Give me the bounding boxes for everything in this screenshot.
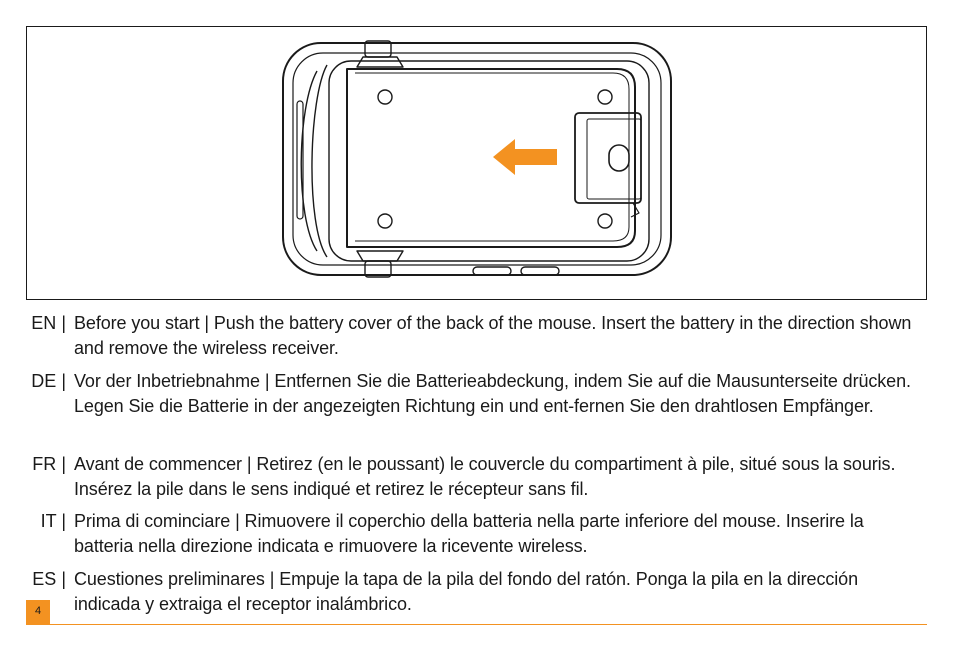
language-separator: | [61, 511, 66, 531]
language-code: ES [32, 569, 57, 589]
instruction-heading: Vor der Inbetriebnahme [74, 371, 260, 391]
instruction-separator: | [235, 511, 240, 531]
instruction-separator: | [246, 454, 252, 474]
instruction-separator: | [204, 313, 209, 333]
language-code: IT [40, 511, 57, 531]
language-code: EN [31, 313, 57, 333]
language-code: DE [31, 371, 57, 391]
illustration-frame [26, 26, 927, 300]
arrow-left-icon [493, 139, 557, 175]
language-separator: | [61, 569, 66, 589]
instruction-heading: Avant de commencer [74, 454, 242, 474]
language-code: FR [32, 454, 57, 474]
instruction-body: Retirez (en le poussant) le couvercle du compartiment à pile, situé sous la souris. Insérez la pile dans le sens indiqué et retirez le récepteur sans fil. [74, 454, 896, 499]
language-separator: | [61, 313, 66, 333]
instruction-body: Empuje la tapa de la pila del fondo del ratón. Ponga la pila en la dirección indicada y extraiga el receptor inalámbrico. [74, 569, 858, 614]
instruction-heading: Prima di cominciare [74, 511, 231, 531]
instruction-separator: | [264, 371, 270, 391]
mouse-battery-cover-icon [27, 27, 926, 299]
instruction-body: Push the battery cover of the back of the mouse. Insert the battery in the direction shown and remove the wireless receiver. [74, 313, 912, 358]
page-number-badge [26, 600, 50, 624]
instruction-heading: Before you start [74, 313, 200, 333]
page-number: 4 [34, 605, 42, 617]
footer-divider [26, 624, 927, 625]
instruction-body: Rimuovere il coperchio della batteria nella parte inferiore del mouse. Inserire la batteria nella direzione indicata e rimuovere la ricevente wireless. [74, 511, 864, 556]
instruction-separator: | [269, 569, 275, 589]
language-separator: | [61, 454, 66, 474]
language-separator: | [61, 371, 66, 391]
instruction-heading: Cuestiones preliminares [74, 569, 265, 589]
instruction-body: Entfernen Sie die Batterieabdeckung, indem Sie auf die Mausunterseite drücken. Legen Sie die Batterie in der angezeigten Richtung ein und ent-fernen Sie den drahtlosen Empfänger. [74, 371, 911, 416]
